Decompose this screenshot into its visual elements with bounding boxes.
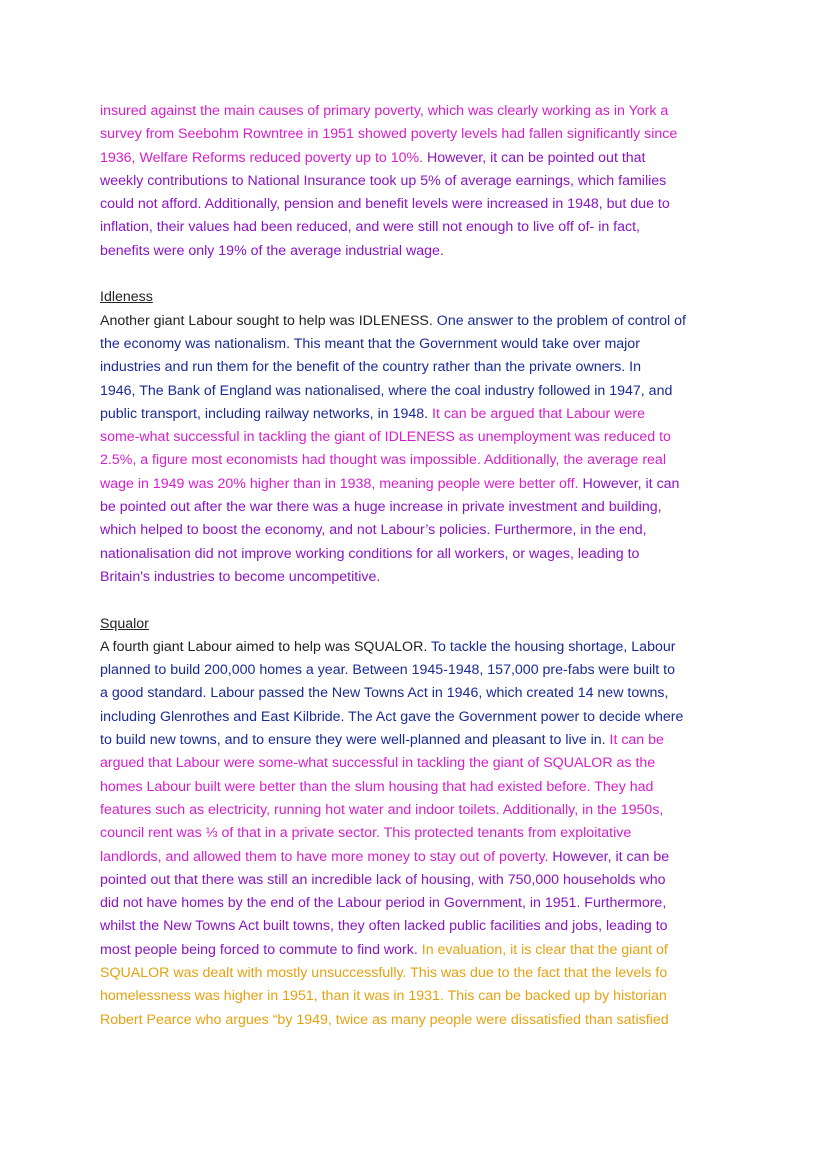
text-line <box>100 216 740 239</box>
text-segment: homes Labour built were better than the slum housing that had existed before. They had <box>100 778 654 795</box>
text-segment: which helped to boost the economy, and not Labour’s policies. Furthermore, in the end, <box>100 522 647 539</box>
text-segment: the economy was nationalism. This meant that the Government would take over major <box>100 335 640 352</box>
text-line <box>100 799 740 822</box>
blank-line <box>100 589 740 612</box>
text-line <box>100 892 740 915</box>
text-segment: inflation, their values had been reduced, and were still not enough to live off of- in fact, <box>100 219 640 236</box>
text-line <box>100 682 740 705</box>
text-segment: SQUALOR was dealt with mostly unsuccessfully. This was due to the fact that the levels fo <box>100 964 668 981</box>
text-segment: Another giant Labour sought to help was IDLENESS. <box>100 312 437 329</box>
text-segment: 2.5%, a figure most economists had thought was impossible. Additionally, the average real <box>100 452 666 469</box>
text-line <box>100 822 740 845</box>
text-segment: However, it can be <box>552 848 670 865</box>
text-line <box>100 333 740 356</box>
text-line <box>100 310 740 333</box>
text-line <box>100 147 740 170</box>
text-segment: some-what successful in tackling the giant of IDLENESS as unemployment was reduced to <box>100 429 671 446</box>
text-segment: 1936, Welfare Reforms reduced poverty up to 10%. <box>100 149 428 166</box>
text-line <box>100 915 740 938</box>
text-line <box>100 962 740 985</box>
text-segment: It can be argued that Labour were <box>432 405 645 422</box>
text-segment: However, it can be pointed out that <box>427 149 646 166</box>
text-line <box>100 380 740 403</box>
text-line <box>100 985 740 1008</box>
text-line <box>100 123 740 146</box>
text-segment: features such as electricity, running hot water and indoor toilets. Additionally, in the 1950s, <box>100 801 664 818</box>
text-segment: survey from Seebohm Rowntree in 1951 showed poverty levels had fallen significantly since <box>100 126 678 143</box>
text-line <box>100 403 740 426</box>
text-segment: to build new towns, and to ensure they were well-planned and pleasant to live in. <box>100 732 610 749</box>
text-segment: public transport, including railway networks, in 1948. <box>100 405 432 422</box>
text-segment: insured against the main causes of primary poverty, which was clearly working as in York a <box>100 103 669 119</box>
section-heading <box>100 286 740 309</box>
text-line <box>100 449 740 472</box>
text-segment: whilst the New Towns Act built towns, they often lacked public facilities and jobs, leading to <box>100 918 668 935</box>
text-line <box>100 193 740 216</box>
text-line <box>100 496 740 519</box>
blank-line <box>100 263 740 286</box>
text-line <box>100 636 740 659</box>
text-segment: wage in 1949 was 20% higher than in 1938, meaning people were better off. <box>100 475 583 492</box>
text-line <box>100 473 740 496</box>
text-segment: In evaluation, it is clear that the giant of <box>421 941 668 958</box>
text-line <box>100 100 740 123</box>
text-segment: A fourth giant Labour aimed to help was SQUALOR. <box>100 638 431 655</box>
text-segment: be pointed out after the war there was a huge increase in private investment and building, <box>100 499 662 516</box>
text-segment: most people being forced to commute to find work. <box>100 941 422 958</box>
text-segment: nationalisation did not improve working conditions for all workers, or wages, leading to <box>100 545 640 562</box>
text-segment: It can be <box>609 732 664 749</box>
text-segment: Robert Pearce who argues “by 1949, twice as many people were dissatisfied than satisfied <box>100 1011 669 1028</box>
text-segment: council rent was ⅓ of that in a private sector. This protected tenants from exploitative <box>100 825 632 842</box>
document-body <box>100 100 740 1032</box>
text-segment: planned to build 200,000 homes a year. Between 1945-1948, 157,000 pre-fabs were built to <box>100 662 676 679</box>
text-segment: industries and run them for the benefit of the country rather than the private owners. In <box>100 359 642 376</box>
text-segment: homelessness was higher in 1951, than it was in 1931. This can be backed up by historian <box>100 988 667 1005</box>
text-line <box>100 939 740 962</box>
text-segment: could not afford. Additionally, pension and benefit levels were increased in 1948, but due to <box>100 196 670 213</box>
text-segment: pointed out that there was still an incredible lack of housing, with 750,000 households who <box>100 871 666 888</box>
text-segment: landlords, and allowed them to have more money to stay out of poverty. <box>100 848 553 865</box>
section-heading <box>100 613 740 636</box>
text-line <box>100 566 740 589</box>
text-line <box>100 706 740 729</box>
text-line <box>100 752 740 775</box>
text-segment: benefits were only 19% of the average industrial wage. <box>100 242 444 259</box>
text-segment: did not have homes by the end of the Labour period in Government, in 1951. Furthermore, <box>100 895 667 912</box>
text-line <box>100 170 740 193</box>
text-segment: including Glenrothes and East Kilbride. The Act gave the Government power to decide where <box>100 708 684 725</box>
text-line <box>100 869 740 892</box>
text-segment: Britain's industries to become uncompetitive. <box>100 568 381 585</box>
text-segment: To tackle the housing shortage, Labour <box>430 638 676 655</box>
text-line <box>100 729 740 752</box>
text-line <box>100 776 740 799</box>
text-segment: weekly contributions to National Insurance took up 5% of average earnings, which families <box>100 172 667 189</box>
text-line <box>100 426 740 449</box>
text-segment: One answer to the problem of control of <box>436 312 686 329</box>
heading-text: Idleness <box>100 289 153 306</box>
text-line <box>100 543 740 566</box>
text-line <box>100 356 740 379</box>
text-line <box>100 846 740 869</box>
text-segment: However, it can <box>582 475 680 492</box>
text-segment: a good standard. Labour passed the New Towns Act in 1946, which created 14 new towns, <box>100 685 669 702</box>
heading-text: Squalor <box>100 615 149 632</box>
text-segment: argued that Labour were some-what successful in tackling the giant of SQUALOR as the <box>100 755 656 772</box>
text-line <box>100 519 740 542</box>
text-line <box>100 659 740 682</box>
text-segment: 1946, The Bank of England was nationalised, where the coal industry followed in 1947, and <box>100 382 673 399</box>
text-line <box>100 240 740 263</box>
text-line <box>100 1009 740 1032</box>
